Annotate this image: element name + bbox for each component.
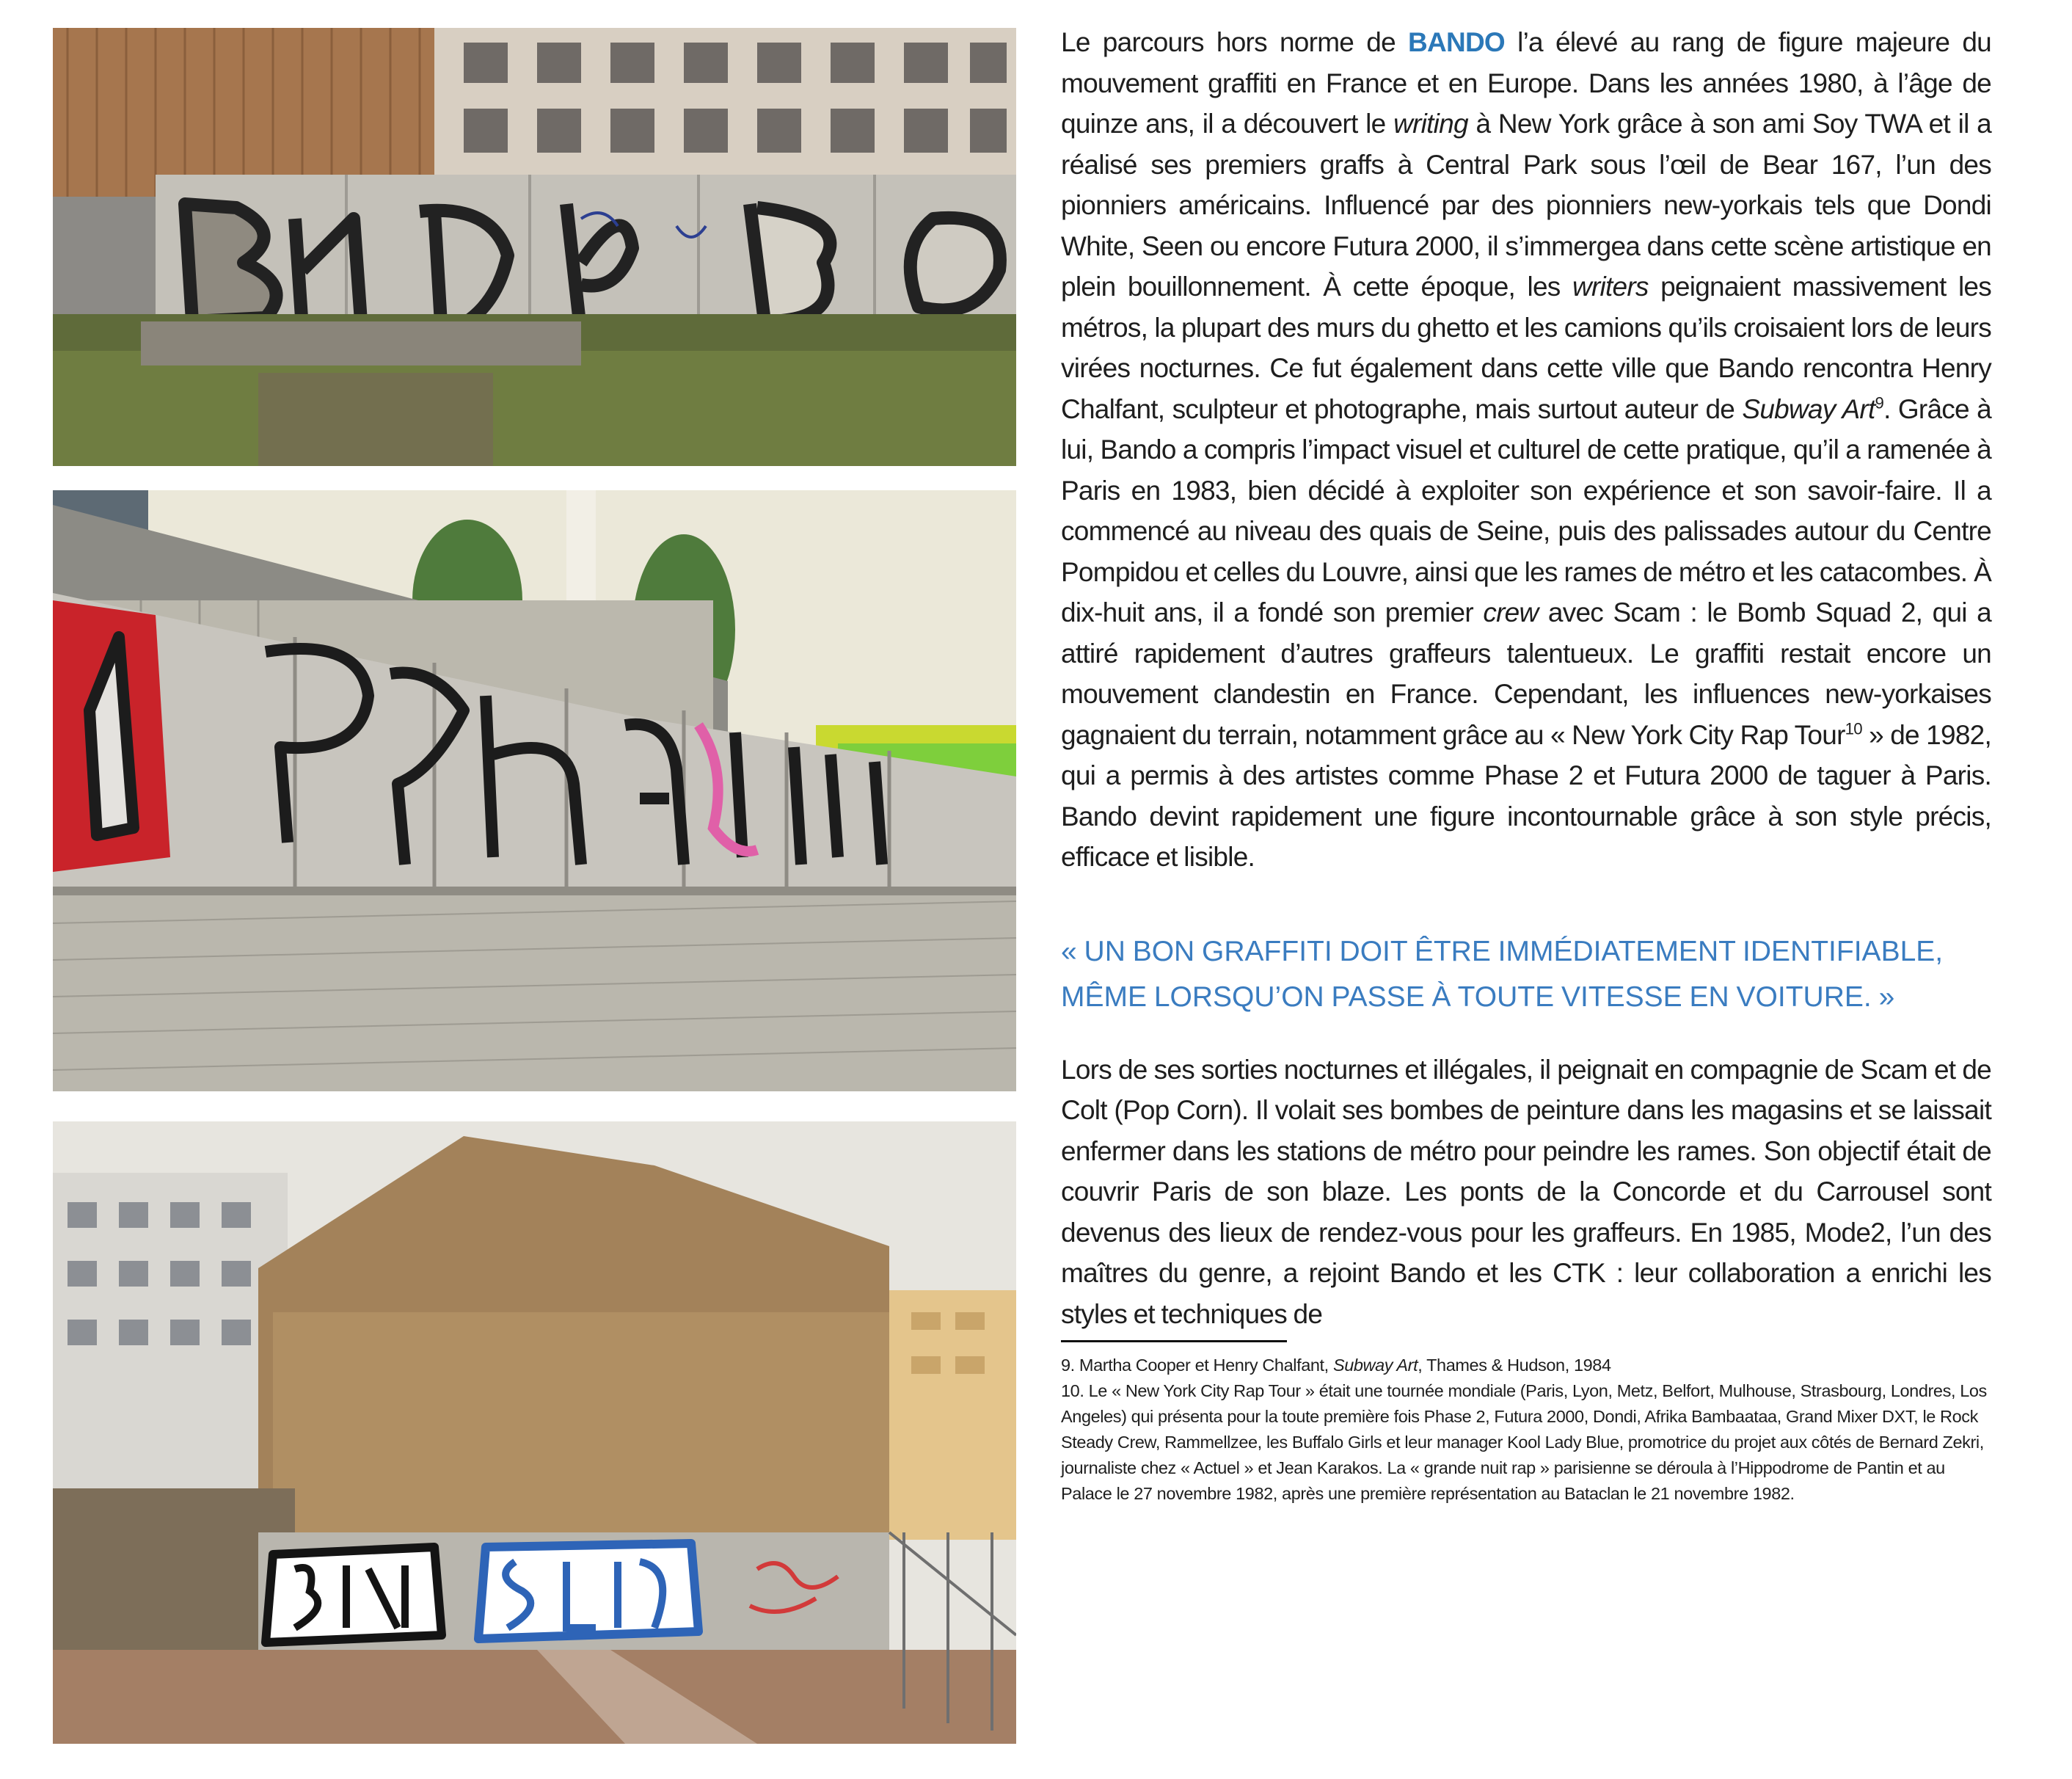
italic-term: writers	[1572, 272, 1649, 302]
text-run: Le parcours hors norme de	[1061, 27, 1409, 57]
text-run: à New York grâce à son ami Soy TWA et il a réalisé ses premiers graffs à Central Park sous l’œil de Bear 167, l’un des pionniers américains. Influencé par des pionniers new-yorkais tels que Dondi White, Seen ou encore Futura 2000, il s’immergea dans cette scène artistique en plein bouillonnement. À cette époque, les	[1061, 109, 1992, 302]
text-run: . Grâce à lui, Bando a compris l’impact visuel et culturel de cette pratique, qu’il a ramenée à Paris en 1983, bien décidé à exploiter son expérience et son savoir-faire. Il a commencé au niveau des quais de Seine, puis des palissades autour du Centre Pompidou et celles du Louvre, ainsi que les rames de métro et les catacombes. À dix-huit ans, il a fondé son premier	[1061, 393, 1991, 627]
pull-quote: « UN BON GRAFFITI DOIT ÊTRE IMMÉDIATEMENT IDENTIFIABLE, MÊME LORSQU’ON PASSE À TOUTE VITESSE EN VOITURE. »	[1061, 935, 1944, 1013]
text-run: 9. Martha Cooper et Henry Chalfant,	[1061, 1356, 1333, 1375]
text-run: peignaient massivement les métros, la plupart des murs du ghetto et les camions qu’ils croisaient lors de leurs virées nocturnes. Ce fut également dans cette ville que Bando rencontra Henry Chalfant, sculpteur et photographe, mais surtout auteur de	[1061, 272, 1991, 424]
article-paragraph-2: Lors de ses sorties nocturnes et illégales, il peignait en compagnie de Scam et de Colt (Pop Corn). Il volait ses bombes de peinture dans les magasins et se laissait enfermer dans les stations de métro pour peindre les rames. Son objectif était de couvrir Paris de son blaze. Les ponts de la Concorde et du Carrousel sont devenus des lieux de rendez-vous pour les graffeurs. En 1985, Mode2, l’un des maîtres du genre, a rejoint Bando et les CTK : leur collaboration a enrichi les styles et techniques de	[1061, 1054, 1991, 1329]
footnote-9	[1061, 1353, 1991, 1378]
photo-courtyard-wall	[53, 1121, 1016, 1744]
footnotes	[1061, 1353, 1991, 1507]
text-run: l’a élevé au rang de figure majeure du mouvement graffiti en France et en Europe. Dans les années 1980, à l’âge de quinze ans, il a découvert le	[1061, 27, 1992, 139]
article-column	[1061, 22, 1991, 1507]
footnote-10: 10. Le « New York City Rap Tour » était une tournée mondiale (Paris, Lyon, Metz, Belfort, Mulhouse, Strasbourg, Londres, Los Angeles) qui présenta pour la toute première fois Phase 2, Futura 2000, Dondi, Afrika Bambaataa, Grand Mixer DXT, le Rock Steady Crew, Rammellzee, les Buffalo Girls et leur manager Kool Lady Blue, promotrice du projet aux côtés de Bernard Zekri, journaliste chez « Actuel » et Jean Karakos. La « grande nuit rap » parisienne se déroula à l’Hippodrome de Pantin et au Palace le 27 novembre 1982, après une première représentation au Bataclan le 21 novembre 1982.	[1061, 1381, 1987, 1503]
photo-quai-palissades	[53, 490, 1016, 1091]
artist-name-highlight: BANDO	[1408, 27, 1505, 57]
italic-term: crew	[1483, 597, 1539, 627]
footnote-ref-9: 9	[1875, 393, 1884, 412]
book-title: Subway Art	[1332, 1356, 1418, 1375]
text-run: , Thames & Hudson, 1984	[1418, 1356, 1611, 1375]
book-title: Subway Art	[1742, 393, 1875, 424]
photo-bando-wall	[53, 28, 1016, 466]
footnote-ref-10: 10	[1845, 719, 1862, 738]
italic-term: writing	[1393, 109, 1468, 139]
text-run: avec Scam : le Bomb Squad 2, qui a attiré rapidement d’autres graffeurs talentueux. Le graffiti restait encore un mouvement clandestin en France. Cependant, les influences new-yorkaises gagnaient du terrain, notamment grâce au « New York City Rap Tour	[1061, 597, 1991, 750]
article-paragraph-1	[1061, 22, 1991, 878]
footnote-divider	[1061, 1340, 1287, 1342]
text-run: » de 1982, qui a permis à des artistes comme Phase 2 et Futura 2000 de taguer à Paris. Bando devint rapidement une figure incontournable grâce à son style précis, efficace et lisible.	[1061, 719, 1991, 872]
